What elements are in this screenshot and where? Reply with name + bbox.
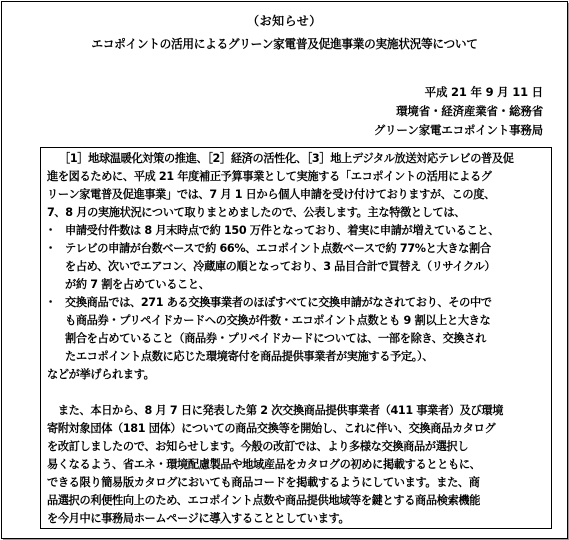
bullet-2-line-1: テレビの申請が台数ベースで約 66%、エコポイント点数ベースで約 77%と大きな割合 [65, 242, 491, 255]
bullet-2-line-3: が約 7 割を占めていること、 [65, 278, 210, 291]
notice-heading: （お知らせ） [247, 14, 322, 28]
paragraph-2-line-6: 品選択の利便性向上のため、エコポイント点数や商品提供地域等を鍵とする商品検索機能 [47, 494, 481, 507]
bullet-3-line-3: 割合を占めていること（商品券・プリペイドカードについては、一部を除き、交換され [65, 332, 486, 345]
paragraph-2-line-7: を今月中に事務局ホームページに導入することとしています。 [47, 512, 350, 525]
paragraph-2-line-3: を改訂しましたので、お知らせします。今般の改訂では、より多様な交換商品が選択し [47, 440, 469, 453]
document-page [1, 1, 568, 539]
document-title: エコポイントの活用によるグリーン家電普及促進事業の実施状況等について [91, 37, 478, 51]
issue-date: 平成 21 年 9 月 11 日 [424, 85, 543, 99]
bullet-1-mark: ・ [45, 224, 57, 237]
issuing-ministries: 環境省・経済産業省・総務省 [396, 104, 543, 118]
paragraph-1-line-4: 7、8 月の実施状況について取りまとめましたので、公表します。主な特徴としては、 [47, 206, 466, 219]
issuing-office: グリーン家電エコポイント事務局 [373, 123, 543, 137]
bullet-3-line-4: たエコポイント点数に応じた環境寄付を商品提供事業者が実施する予定。）、 [65, 350, 434, 363]
paragraph-1-line-3: リーン家電普及促進事業」では、7 月 1 日から個人申請を受け付けておりますが、この度、 [47, 188, 495, 201]
paragraph-2-line-5: できる限り簡易版カタログにおいても商品コードを掲載するようにしています。また、商 [47, 476, 480, 489]
bullet-3-line-2: も商品券・プリペイドカードへの交換が件数・エコポイント点数とも 9 割以上と大きな [65, 314, 491, 327]
body-box [40, 147, 552, 529]
closing-line: などが挙げられます。 [47, 368, 155, 381]
paragraph-2-line-4: 易くなるよう、省エネ・環境配慮製品や地域産品をカタログの初めに掲載するとともに、 [47, 458, 481, 471]
bullet-3-line-1: 交換商品では、271 ある交換事業者のほぼすべてに交換申請がなされており、その中で [65, 296, 492, 309]
paragraph-1-line-1: ［1］地球温暖化対策の推進、［2］経済の活性化、［3］地上デジタル放送対応テレビの普及促 [59, 152, 514, 165]
paragraph-2-line-2: 寄附対象団体（181 団体）についての商品交換等を開始し、これに伴い、交換商品カタログ [47, 422, 496, 435]
paragraph-1-line-2: 進を図るために、平成 21 年度補正予算事業として実施する「エコポイントの活用によるグ [47, 170, 492, 183]
bullet-2-line-2: を占め、次いでエアコン、冷蔵庫の順となっており、3 品目合計で買替え（リサイクル） [65, 260, 496, 273]
bullet-3-mark: ・ [45, 296, 57, 309]
paragraph-2-line-1: また、本日から、8 月 7 日に発表した第 2 次交換商品提供事業者（411 事業者）及び環境 [47, 404, 504, 417]
bullet-2-mark: ・ [45, 242, 57, 255]
bullet-1-line-1: 申請受付件数は 8 月末時点で約 150 万件となっており、着実に申請が増えていること、 [65, 224, 500, 237]
